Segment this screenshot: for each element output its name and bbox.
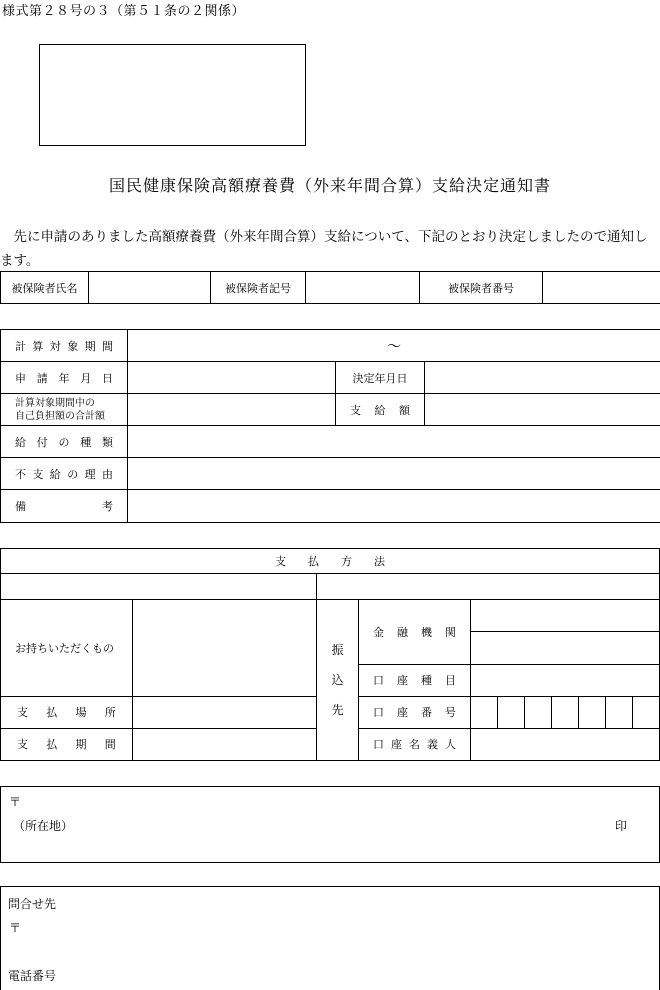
sender-address-label: （所在地）	[13, 817, 73, 834]
insured-symbol-label: 被保険者記号	[211, 272, 306, 304]
bank-branch-field[interactable]	[470, 632, 659, 664]
remarks-field[interactable]	[128, 490, 660, 523]
payment-place-label: 支払場所	[1, 696, 133, 728]
self-pay-label-line1: 計算対象期間中の	[15, 397, 127, 410]
contact-postal-mark: 〒	[9, 919, 21, 936]
transfer-destination-label	[317, 600, 359, 761]
contact-box	[0, 886, 660, 990]
bring-items-field[interactable]	[132, 600, 317, 696]
benefit-type-field[interactable]	[128, 426, 660, 458]
apply-date-field[interactable]	[128, 362, 336, 394]
bring-items-label: お持ちいただくもの	[1, 600, 133, 696]
account-holder-label: 口座名義人	[358, 728, 470, 760]
payment-table	[0, 548, 660, 761]
transfer-char-2: 込	[317, 665, 358, 695]
self-pay-total-field[interactable]	[128, 394, 336, 426]
account-number-digit-1[interactable]	[470, 696, 497, 728]
benefit-type-label: 給付の種類	[1, 426, 128, 458]
insured-number-label: 被保険者番号	[420, 272, 543, 304]
self-pay-label-line2: 自己負担額の合計額	[15, 410, 127, 423]
document-title: 国民健康保険高額療養費（外来年間合算）支給決定通知書	[0, 173, 660, 196]
payment-method-left-field[interactable]	[1, 574, 317, 600]
account-number-digit-4[interactable]	[551, 696, 578, 728]
payment-method-header: 支 払 方 法	[1, 549, 660, 574]
account-number-digit-2[interactable]	[497, 696, 524, 728]
insured-name-field[interactable]	[89, 272, 211, 304]
payment-place-field[interactable]	[132, 696, 317, 728]
payment-method-right-field[interactable]	[317, 574, 660, 600]
account-type-label: 口座種目	[358, 664, 470, 696]
insured-symbol-field[interactable]	[306, 272, 420, 304]
transfer-char-1: 振	[317, 635, 358, 665]
account-number-label: 口座番号	[358, 696, 470, 728]
form-number: 様式第２８号の３（第５１条の２関係）	[2, 0, 245, 19]
account-number-digit-7[interactable]	[632, 696, 659, 728]
decision-date-label: 決定年月日	[336, 362, 425, 394]
account-number-digit-6[interactable]	[605, 696, 632, 728]
payment-period-field[interactable]	[132, 728, 317, 760]
payment-period-label: 支払期間	[1, 728, 133, 760]
sender-address-box	[0, 786, 660, 863]
account-number-digit-3[interactable]	[524, 696, 551, 728]
intro-text: 先に申請のありました高額療養費（外来年間合算）支給について、下記のとおり決定しましたので通知します。	[0, 225, 660, 273]
self-pay-total-label	[1, 394, 128, 426]
nonpay-reason-label: 不支給の理由	[1, 458, 128, 490]
account-holder-field[interactable]	[470, 728, 659, 760]
bank-name-field[interactable]	[470, 600, 659, 632]
nonpay-reason-field[interactable]	[128, 458, 660, 490]
contact-phone-label: 電話番号	[8, 967, 56, 984]
decision-date-field[interactable]	[425, 362, 660, 394]
calc-period-field[interactable]: ～	[128, 330, 660, 362]
sender-postal-mark: 〒	[9, 793, 21, 810]
seal-mark: 印	[615, 817, 627, 834]
insured-number-field[interactable]	[543, 272, 660, 304]
remarks-label: 備考	[1, 490, 128, 523]
insured-name-label: 被保険者氏名	[1, 272, 89, 304]
transfer-char-3: 先	[317, 695, 358, 725]
payment-amount-field[interactable]	[425, 394, 660, 426]
account-type-field[interactable]	[470, 664, 659, 696]
calc-period-label: 計算対象期間	[1, 330, 128, 362]
insured-table	[0, 271, 660, 304]
address-window-box	[39, 44, 306, 146]
account-number-digit-5[interactable]	[578, 696, 605, 728]
apply-date-label: 申請年月日	[1, 362, 128, 394]
contact-label: 問合せ先	[8, 895, 56, 912]
payment-amount-label: 支給額	[336, 394, 425, 426]
decision-table	[0, 329, 660, 523]
bank-label: 金融機関	[358, 600, 470, 664]
